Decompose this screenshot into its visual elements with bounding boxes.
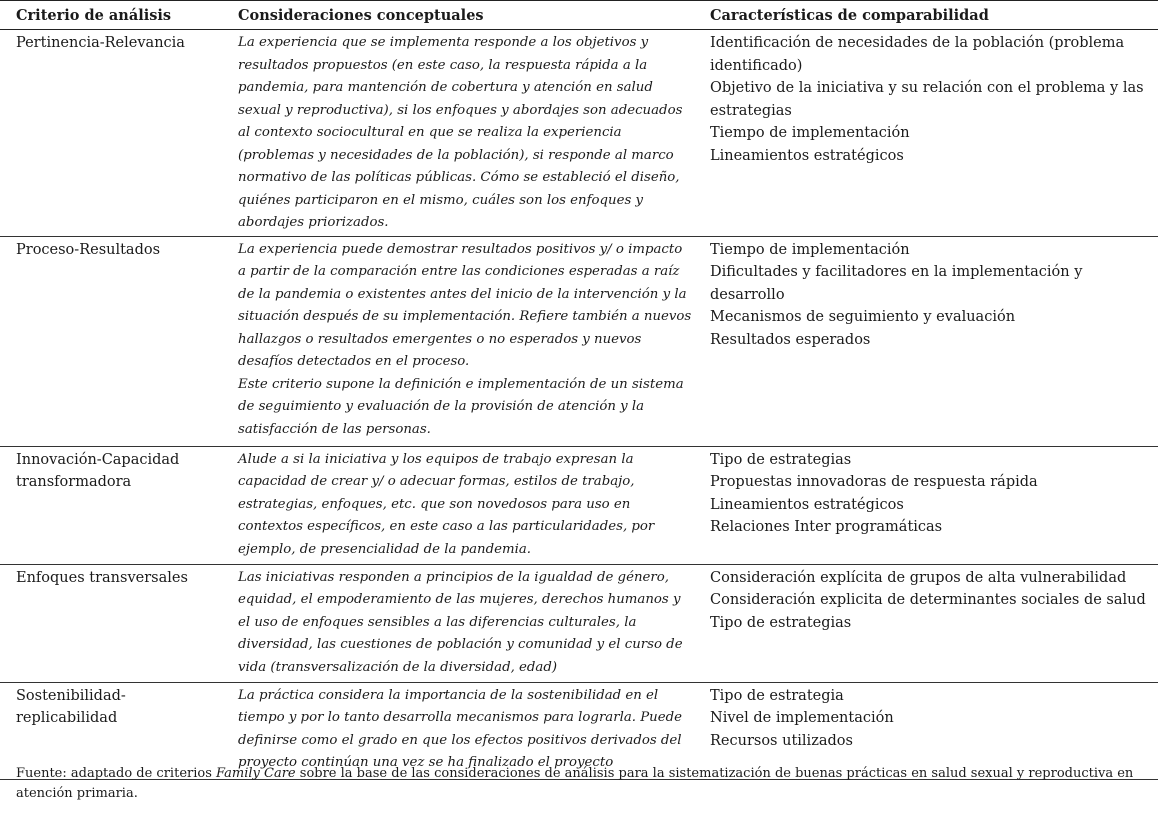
feature-item: Lineamientos estratégicos — [710, 147, 904, 164]
features-cell — [698, 564, 1158, 682]
feature-item: Recursos utilizados — [710, 732, 853, 749]
footnote-prefix: Fuente: adaptado de criterios — [16, 766, 217, 781]
feature-item: Resultados esperados — [710, 331, 871, 348]
source-footnote — [16, 764, 1146, 804]
feature-item: Dificultades y facilitadores en la implementación y desarrollo — [710, 264, 1083, 303]
criterion-label: Innovación-Capacidad — [16, 451, 180, 468]
concept-text: Las iniciativas responden a principios de la igualdad de género, equidad, el empoderamiento de las mujeres, derechos humanos y el uso de enfoques sensibles a las diferencias culturales, la diversidad, las cuestiones de población y comunidad y el curso de vida (transversalización de la diversidad, edad) — [238, 569, 683, 675]
feature-item: Propuestas innovadoras de respuesta rápida — [710, 474, 1038, 490]
header-criterion: Criterio de análisis — [0, 1, 226, 30]
features-cell — [698, 30, 1158, 237]
header-features: Características de comparabilidad — [698, 1, 1158, 30]
feature-item: Tipo de estrategias — [710, 614, 852, 631]
concept-text-extra: Este criterio supone la definición e implementación de un sistema de seguimiento y evaluación de la provisión de atención y la satisfacción de las personas. — [238, 376, 684, 437]
concept-cell — [226, 236, 698, 446]
header-concept: Consideraciones conceptuales — [226, 1, 698, 30]
criterion-cell — [0, 236, 226, 446]
feature-item: Consideración explicita de determinantes sociales de salud — [710, 592, 1146, 608]
concept-cell — [226, 446, 698, 564]
feature-item: Identificación de necesidades de la población (problema identificado) — [710, 35, 1125, 74]
criterion-label: Proceso-Resultados — [16, 241, 161, 258]
feature-item: Mecanismos de seguimiento y evaluación — [710, 309, 1016, 325]
table-header-row — [0, 1, 1158, 30]
feature-item: Tiempo de implementación — [710, 241, 910, 258]
concept-text: La experiencia que se implementa responde a los objetivos y resultados propuestos (en este caso, la respuesta rápida a la pandemia, para mantención de cobertura y atención en salud sexual y reproductiva), si los enfoques y abordajes son adecuados al contexto sociocultural en que se realiza la experiencia (problemas y necesidades de la población), si responde al marco normativo de las políticas públicas. Cómo se estableció el diseño, quiénes participaron en el mismo, cuáles son los enfoques y abordajes priorizados. — [238, 35, 683, 230]
criterion-label: transformadora — [16, 474, 132, 490]
table-row — [0, 446, 1158, 564]
features-cell — [698, 236, 1158, 446]
feature-item: Relaciones Inter programáticas — [710, 519, 943, 535]
feature-item: Consideración explícita de grupos de alta vulnerabilidad — [710, 569, 1127, 586]
table-row — [0, 236, 1158, 446]
feature-item: Tipo de estrategias — [710, 451, 852, 468]
criterion-cell — [0, 446, 226, 564]
criterion-label: Pertinencia-Relevancia — [16, 35, 185, 51]
feature-item: Nivel de implementación — [710, 710, 894, 726]
concept-text: Alude a si la iniciativa y los equipos de trabajo expresan la capacidad de crear y/ o adecuar formas, estilos de trabajo, estrategias, enfoques, etc. que son novedosos para uso en contextos específicos, en este caso a las particularidades, por ejemplo, de presencialidad de la pandemia. — [238, 451, 655, 557]
footnote-emphasis: Family Care — [216, 766, 296, 781]
feature-item: Lineamientos estratégicos — [710, 496, 904, 513]
feature-item: Objetivo de la iniciativa y su relación con el problema y las estrategias — [710, 80, 1144, 119]
criterion-label: Enfoques transversales — [16, 569, 188, 586]
criterion-cell — [0, 564, 226, 682]
table-row — [0, 30, 1158, 237]
criterion-label: replicabilidad — [16, 710, 118, 726]
feature-item: Tipo de estrategia — [710, 687, 844, 704]
concept-text: La práctica considera la importancia de la sostenibilidad en el tiempo y por lo tanto desarrolla mecanismos para lograrla. Puede definirse como el grado en que los efectos positivos derivados del proyecto continúan una vez se ha finalizado el proyecto — [238, 687, 682, 770]
concept-cell — [226, 30, 698, 237]
feature-item: Tiempo de implementación — [710, 125, 910, 141]
concept-cell — [226, 564, 698, 682]
footnote-suffix: sobre la base de las consideraciones de análisis para la sistematización de buenas prácticas en salud sexual y reproductiva en atención primaria. — [16, 766, 1134, 801]
features-cell — [698, 446, 1158, 564]
table-row — [0, 564, 1158, 682]
criterion-cell — [0, 30, 226, 237]
criterion-label: Sostenibilidad- — [16, 687, 126, 704]
concept-text: La experiencia puede demostrar resultados positivos y/ o impacto a partir de la comparación entre las condiciones esperadas a raíz de la pandemia o existentes antes del inicio de la intervención y la situación después de su implementación. Refiere también a nuevos hallazgos o resultados emergentes o no esperados y nuevos desafíos detectados en el proceso. — [238, 241, 692, 369]
